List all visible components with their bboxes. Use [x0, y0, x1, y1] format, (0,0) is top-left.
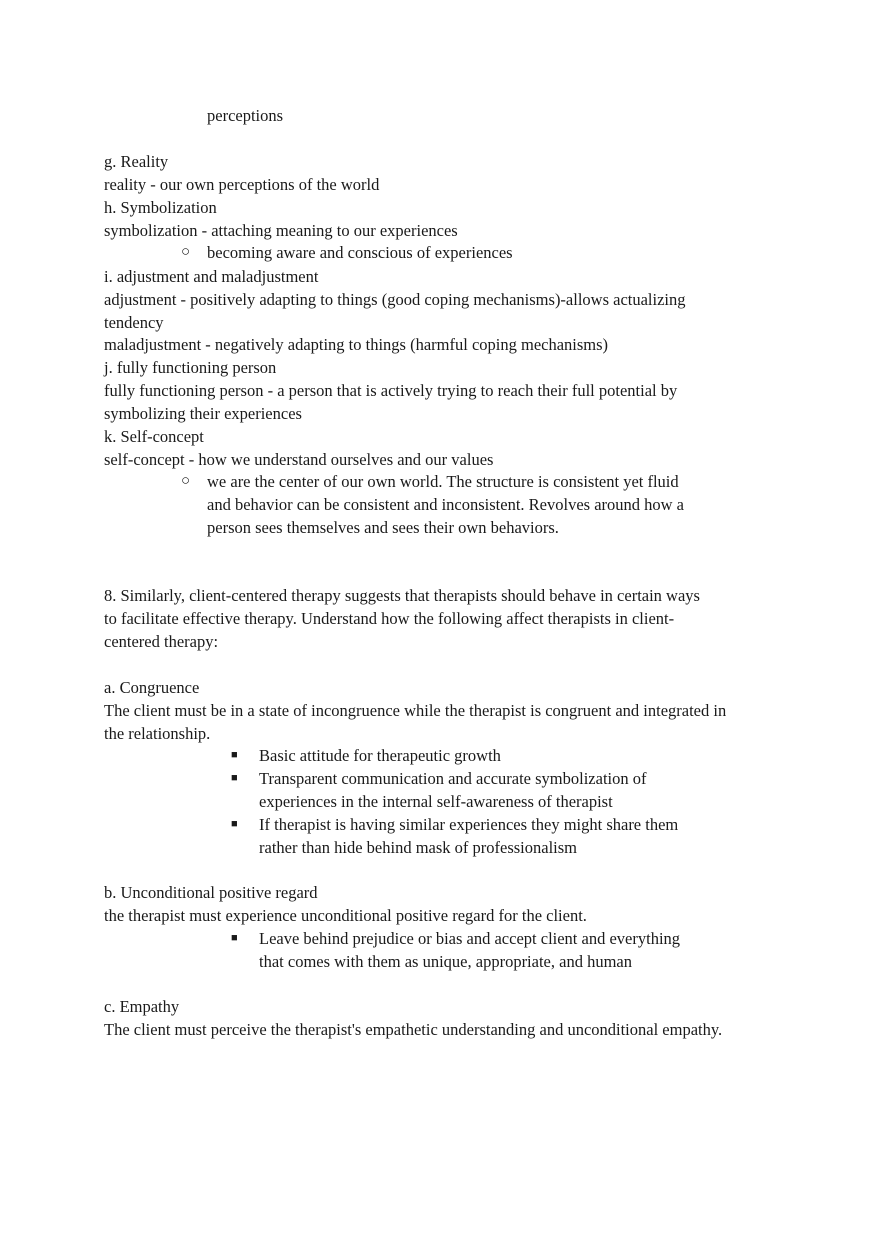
self-concept-heading: k. Self-concept — [104, 427, 204, 446]
self-concept-bullet-line: we are the center of our own world. The structure is consistent yet fluid — [207, 472, 679, 491]
continued-text: perceptions — [207, 106, 284, 125]
upr-bullet-cont: that comes with them as unique, appropriate, and human — [259, 952, 632, 971]
square-bullet-icon: ■ — [231, 772, 238, 784]
question-8-line: centered therapy: — [104, 632, 219, 651]
self-concept-bullet-line: person sees themselves and sees their own behaviors. — [207, 518, 559, 537]
congruence-bullet-cont: experiences in the internal self-awareness of therapist — [259, 792, 613, 811]
symbolization-bullet: becoming aware and conscious of experiences — [207, 243, 513, 262]
question-8-line: to facilitate effective therapy. Understand how the following affect therapists in client- — [104, 609, 675, 628]
square-bullet-icon: ■ — [231, 749, 238, 761]
circle-bullet-icon: ○ — [181, 473, 191, 489]
congruence-bullet: If therapist is having similar experiences they might share them — [259, 815, 679, 834]
congruence-bullet-cont: rather than hide behind mask of professionalism — [259, 838, 578, 857]
congruence-definition-cont: the relationship. — [104, 724, 211, 743]
adjustment-heading: i. adjustment and maladjustment — [104, 267, 319, 286]
question-8-line: 8. Similarly, client-centered therapy suggests that therapists should behave in certain ways — [104, 586, 700, 605]
upr-heading: b. Unconditional positive regard — [104, 883, 318, 902]
adjustment-definition: adjustment - positively adapting to things (good coping mechanisms)-allows actualizing — [104, 290, 686, 309]
circle-bullet-icon: ○ — [181, 244, 191, 260]
congruence-heading: a. Congruence — [104, 678, 200, 697]
congruence-bullet: Transparent communication and accurate symbolization of — [259, 769, 647, 788]
ffp-heading: j. fully functioning person — [104, 358, 277, 377]
self-concept-definition: self-concept - how we understand ourselves and our values — [104, 450, 494, 469]
empathy-definition: The client must perceive the therapist's empathetic understanding and unconditional empathy. — [104, 1020, 723, 1039]
upr-definition: the therapist must experience unconditional positive regard for the client. — [104, 906, 587, 925]
ffp-definition-cont: symbolizing their experiences — [104, 404, 302, 423]
self-concept-bullet-line: and behavior can be consistent and inconsistent. Revolves around how a — [207, 495, 685, 514]
congruence-definition: The client must be in a state of incongruence while the therapist is congruent and integrated in — [104, 701, 727, 720]
upr-bullet: Leave behind prejudice or bias and accept client and everything — [259, 929, 681, 948]
square-bullet-icon: ■ — [231, 818, 238, 830]
maladjustment-definition: maladjustment - negatively adapting to things (harmful coping mechanisms) — [104, 335, 609, 354]
symbolization-heading: h. Symbolization — [104, 198, 217, 217]
congruence-bullet: Basic attitude for therapeutic growth — [259, 746, 501, 765]
square-bullet-icon: ■ — [231, 932, 238, 944]
symbolization-definition: symbolization - attaching meaning to our experiences — [104, 221, 458, 240]
reality-heading: g. Reality — [104, 152, 169, 171]
empathy-heading: c. Empathy — [104, 997, 180, 1016]
ffp-definition: fully functioning person - a person that is actively trying to reach their full potential by — [104, 381, 678, 400]
adjustment-definition-cont: tendency — [104, 313, 164, 332]
reality-definition: reality - our own perceptions of the world — [104, 175, 380, 194]
